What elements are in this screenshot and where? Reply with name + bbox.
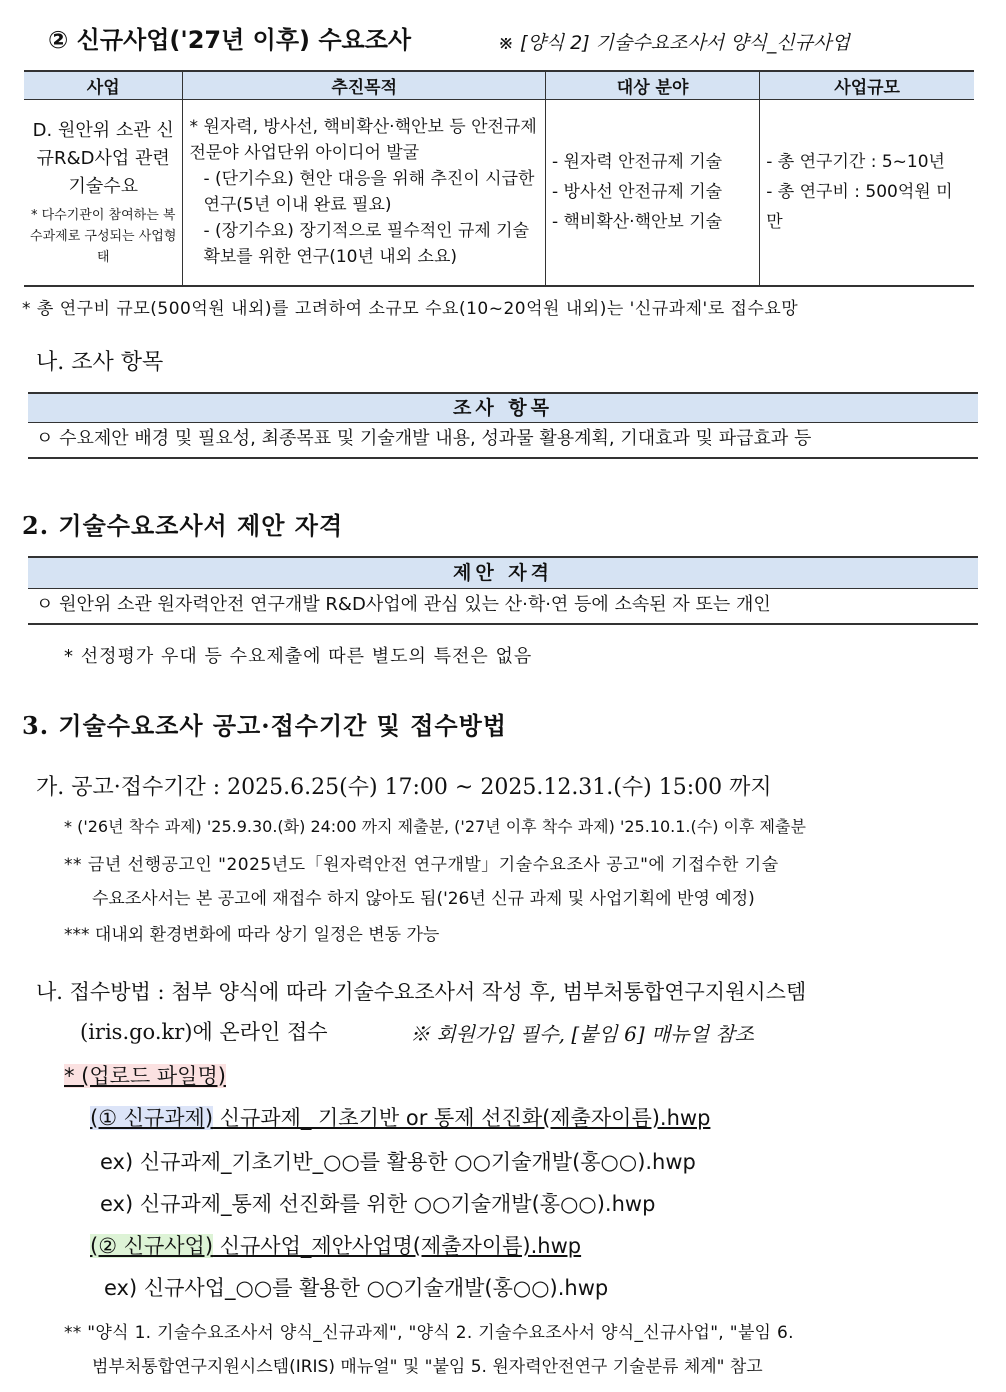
method-line-1: 나. 접수방법 : 첨부 양식에 따라 기술수요조사서 작성 후, 범부처통합연구지원시스템 [36,980,807,1004]
file2-line [90,1230,581,1260]
scale-line: - 총 연구비 : 500억원 미만 [766,182,953,233]
purpose-line: * 원자력, 방사선, 핵비확산·핵안보 등 안전규제 전문야 사업단위 아이디어 발굴 [189,117,537,164]
survey-heading: 나. 조사 항목 [36,350,164,375]
file1-line [90,1102,710,1132]
field-line: - 방사선 안전규제 기술 [551,182,723,203]
example-1: ex) 신규과제_기초기반_○○를 활용한 ○○기술개발(홍○○).hwp [100,1150,696,1174]
col-header-field: 대상 분야 [545,71,759,100]
purpose-line: - (단기수요) 현안 대응을 위해 추진이 시급한 연구(5년 이내 완료 필요) [203,169,535,216]
upload-label [64,1060,226,1090]
project-note: * 다수기관이 참여하는 복수과제로 구성되는 사업형태 [30,207,177,265]
method-reference: ※ 회원가입 필수, [붙임 6] 매뉴얼 참조 [410,1022,754,1046]
project-table [24,70,974,287]
period-note-2a: ** 금년 선행공고인 "2025년도「원자력안전 연구개발」기술수요조사 공고"에 기접수한 기술 [64,855,779,875]
period-line: 가. 공고·접수기간 : 2025.6.25(수) 17:00 ~ 2025.12.31.(수) 15:00 까지 [36,775,772,800]
file2-name: 신규사업_제안사업명(제출자이름).hwp [213,1234,582,1258]
col-header-purpose: 추진목적 [183,71,546,100]
section2-title: 2. 기술수요조사서 제안 자격 [22,511,344,540]
project-cell [24,100,183,286]
field-line: - 핵비확산·핵안보 기술 [551,212,723,233]
method-line-2: (iris.go.kr)에 온라인 접수 [80,1020,328,1044]
section2-box-title: 제안 자격 [28,556,978,589]
purpose-line: - (장기수요) 장기적으로 필수적인 규제 기술 확보를 위한 연구(10년 내외 소요) [203,221,530,268]
section2-box-content: ㅇ 원안위 소관 원자력안전 연구개발 R&D사업에 관심 있는 산·학·연 등에 소속된 자 또는 개인 [28,587,978,625]
sub-heading-title: ② 신규사업('27년 이후) 수요조사 [48,26,412,54]
file2-tag: (② 신규사업) [90,1234,214,1258]
field-line: - 원자력 안전규제 기술 [551,152,723,173]
survey-box-content: ㅇ 수요제안 배경 및 필요성, 최종목표 및 기술개발 내용, 성과물 활용계획, 기대효과 및 파급효과 등 [28,421,978,459]
scale-line: - 총 연구기간 : 5~10년 [766,152,945,173]
final-note-1: ** "양식 1. 기술수요조사서 양식_신규과제", "양식 2. 기술수요조사서 양식_신규사업", "붙임 6. [64,1323,794,1343]
section3-title: 3. 기술수요조사 공고·접수기간 및 접수방법 [22,711,507,740]
period-note-3: *** 대내외 환경변화에 따라 상기 일정은 변동 가능 [64,925,440,945]
period-note-2b: 수요조사서는 본 공고에 재접수 하지 않아도 됨('26년 신규 과제 및 사업기획에 반영 예정) [92,889,755,909]
example-3: ex) 신규사업_○○를 활용한 ○○기술개발(홍○○).hwp [104,1276,609,1300]
section2-note: * 선정평가 우대 등 수요제출에 따른 별도의 특전은 없음 [64,646,533,667]
purpose-cell [183,100,546,286]
table-note: * 총 연구비 규모(500억원 내외)를 고려하여 소규모 수요(10~20억원 내외)는 '신규과제'로 접수요망 [22,299,799,319]
final-note-2: 범부처통합연구지원시스템(IRIS) 매뉴얼" 및 "붙임 5. 원자력안전연구 기술분류 체계" 참고 [92,1357,763,1377]
file1-tag: (① 신규과제) [90,1106,214,1130]
upload-label-text: * (업로드 파일명) [64,1064,226,1088]
scale-cell [760,100,974,286]
form-reference: ※ [양식 2] 기술수요조사서 양식_신규사업 [498,32,850,54]
col-header-scale: 사업규모 [760,71,974,100]
example-2: ex) 신규과제_통제 선진화를 위한 ○○기술개발(홍○○).hwp [100,1192,656,1216]
field-cell [545,100,759,286]
project-name: D. 원안위 소관 신규R&D사업 관련 기술수요 [32,119,174,197]
period-note-1: * ('26년 착수 과제) '25.9.30.(화) 24:00 까지 제출분, ('27년 이후 착수 과제) '25.10.1.(수) 이후 제출분 [64,817,806,836]
col-header-project: 사업 [24,71,183,100]
file1-name: 신규과제_ 기초기반 or 통제 선진화(제출자이름).hwp [213,1106,711,1130]
survey-box-title: 조사 항목 [28,392,978,423]
